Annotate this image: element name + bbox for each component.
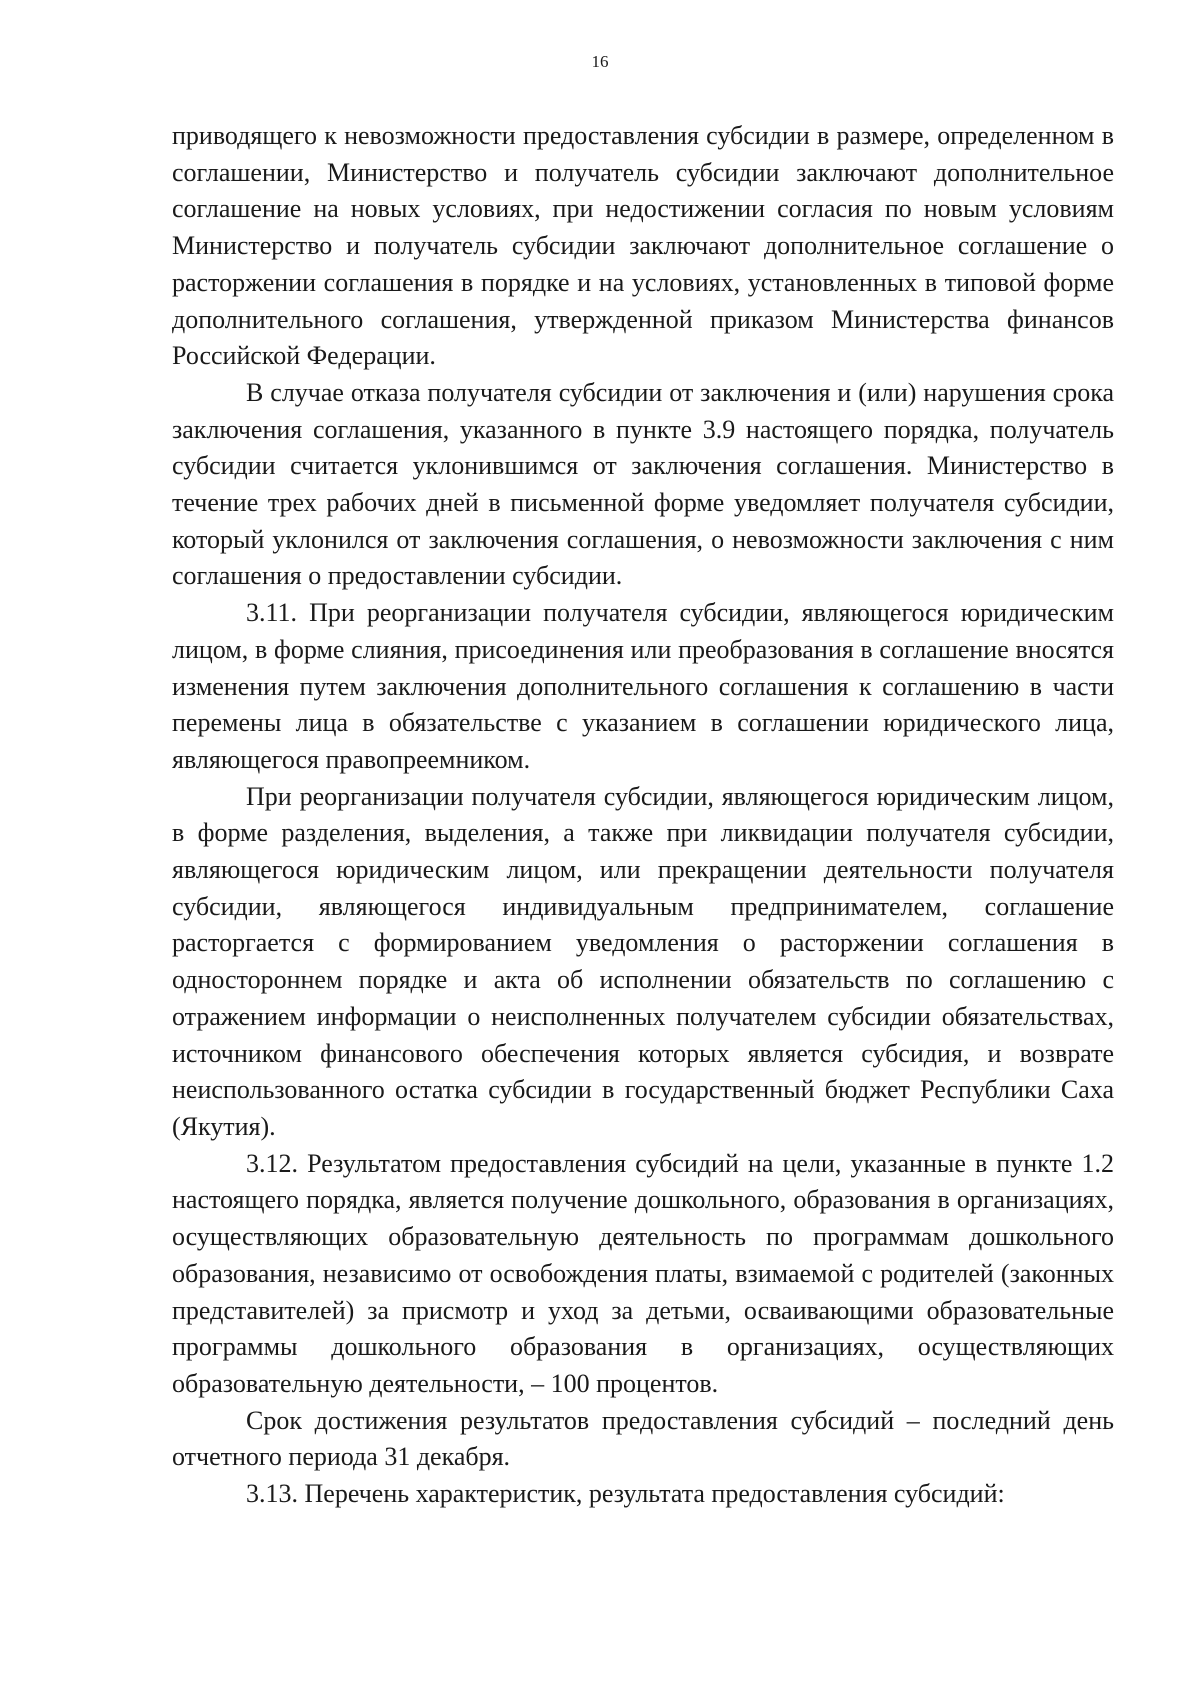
paragraph-3-12: 3.12. Результатом предоставления субсидий на цели, указанные в пункте 1.2 настоящего порядка, является получение дошкольного, образования в организациях, осуществляющих образовательную деятельность по программам дошкольного образования, независимо от освобождения платы, взимаемой с родителей (законных представителей) за присмотр и уход за детьми, осваивающими образовательные программы дошкольного образования в организациях, осуществляющих образовательную деятельности, – 100 процентов.: [172, 1148, 1114, 1398]
paragraph-deadline: Срок достижения результатов предоставления субсидий – последний день отчетного периода 31 декабря.: [172, 1405, 1114, 1472]
paragraph-refusal-to-conclude: В случае отказа получателя субсидии от заключения и (или) нарушения срока заключения соглашения, указанного в пункте 3.9 настоящего порядка, получатель субсидии считается уклонившимся от заключения соглашения. Министерство в течение трех рабочих дней в письменной форме уведомляет получателя субсидии, который уклонился от заключения соглашения, о невозможности заключения с ним соглашения о предоставлении субсидии.: [172, 377, 1114, 591]
paragraph-3-13: 3.13. Перечень характеристик, результата предоставления субсидий:: [246, 1479, 1005, 1509]
paragraph-continuation: приводящего к невозможности предоставления субсидии в размере, определенном в соглашении, Министерство и получатель субсидии заключают дополнительное соглашение на новых условиях, при недостижении согласия по новым условиям Министерство и получатель субсидии заключают дополнительное соглашение о расторжении соглашения в порядке и на условиях, установленных в типовой форме дополнительного соглашения, утвержденной приказом Министерства финансов Российской Федерации.: [172, 121, 1114, 371]
document-body: [172, 118, 1114, 1513]
page-number: 16: [591, 52, 609, 71]
paragraph-3-11: 3.11. При реорганизации получателя субсидии, являющегося юридическим лицом, в форме слияния, присоединения или преобразования в соглашение вносятся изменения путем заключения дополнительного соглашения к соглашению в части перемены лица в обязательстве с указанием в соглашении юридического лица, являющегося правопреемником.: [172, 598, 1114, 774]
paragraph-reorganization-termination: При реорганизации получателя субсидии, являющегося юридическим лицом, в форме разделения, выделения, а также при ликвидации получателя субсидии, являющегося юридическим лицом, или прекращении деятельности получателя субсидии, являющегося индивидуальным предпринимателем, соглашение расторгается с формированием уведомления о расторжении соглашения в одностороннем порядке и акта об исполнении обязательств по соглашению с отражением информации о неисполненных получателем субсидии обязательствах, источником финансового обеспечения которых является субсидия, и возврате неиспользованного остатка субсидии в государственный бюджет Республики Саха (Якутия).: [172, 781, 1114, 1141]
